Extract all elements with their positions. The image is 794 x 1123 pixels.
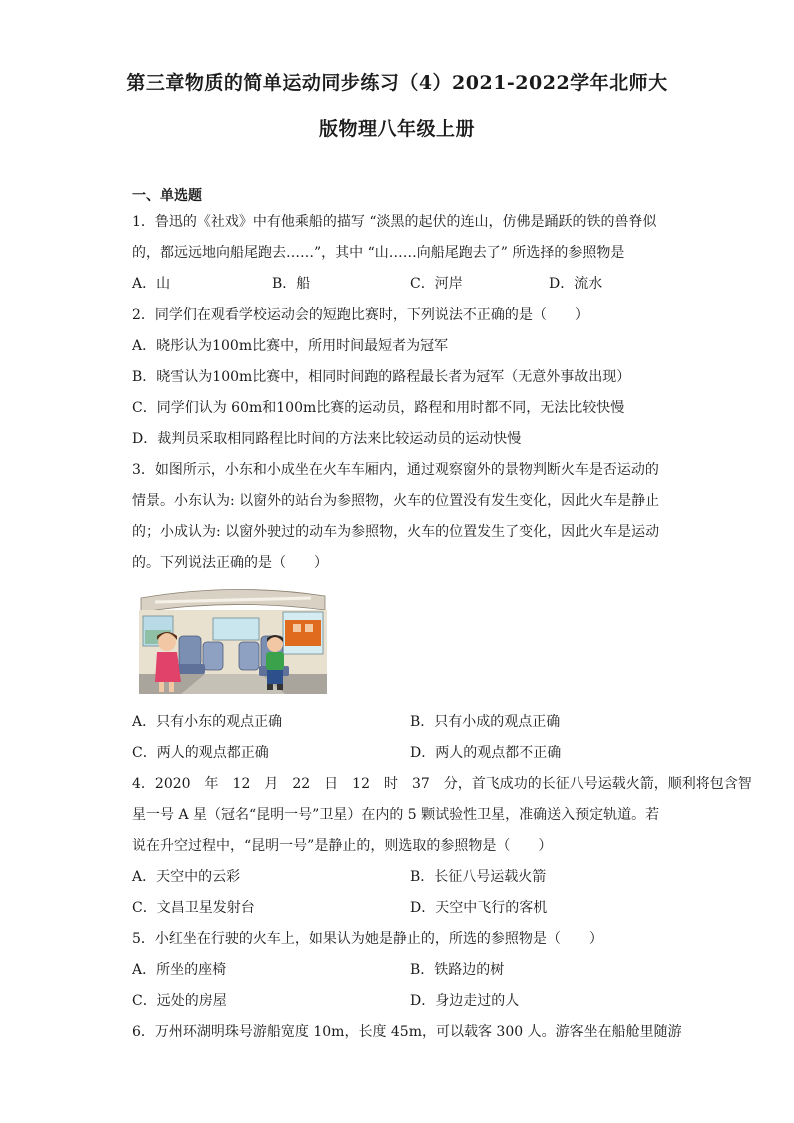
question-3-line-1: 3．如图所示，小东和小成坐在火车车厢内，通过观察窗外的景物判断火车是否运动的 <box>132 462 659 478</box>
question-1-option-d: D．流水 <box>549 276 603 292</box>
document-title-line-1: 第三章物质的简单运动同步练习（4）2021-2022学年北师大 <box>126 72 668 94</box>
question-1-line-1: 1．鲁迅的《社戏》中有他乘船的描写 “淡黑的起伏的连山，仿佛是踊跃的铁的兽脊似 <box>132 214 657 230</box>
question-2-stem: 2．同学们在观看学校运动会的短跑比赛时，下列说法不正确的是（ ） <box>132 307 589 323</box>
question-3-option-a: A．只有小东的观点正确 <box>132 714 283 730</box>
question-1-option-c: C．河岸 <box>410 276 463 292</box>
question-4-line-1: 4．2020 年 12 月 22 日 12 时 37 分，首飞成功的长征八号运载火箭，顺利将包含智 <box>132 776 752 792</box>
question-5-option-d: D．身边走过的人 <box>410 993 520 1009</box>
document-title-line-2: 版物理八年级上册 <box>318 118 475 140</box>
question-5-stem: 5．小红坐在行驶的火车上，如果认为她是静止的，所选的参照物是（ ） <box>132 931 603 947</box>
question-1-option-b: B．船 <box>272 276 311 292</box>
question-3-line-4: 的。下列说法正确的是（ ） <box>132 555 328 571</box>
question-3-line-3: 的；小成认为: 以窗外驶过的动车为参照物，火车的位置发生了变化，因此火车是运动 <box>132 524 660 540</box>
question-6-line-1: 6．万州环湖明珠号游船宽度 10m，长度 45m，可以载客 300 人。游客坐在船舱里随游 <box>132 1024 682 1040</box>
question-5-option-a: A．所坐的座椅 <box>132 962 227 978</box>
question-4-option-c: C．文昌卫星发射台 <box>132 900 255 916</box>
question-5-option-b: B．铁路边的树 <box>410 962 505 978</box>
question-3-option-b: B．只有小成的观点正确 <box>410 714 561 730</box>
question-1-option-a: A．山 <box>132 276 171 292</box>
question-4-line-3: 说在升空过程中，“昆明一号”是静止的，则选取的参照物是（ ） <box>132 838 553 854</box>
question-3-option-c: C．两人的观点都正确 <box>132 745 269 761</box>
question-4-option-d: D．天空中飞行的客机 <box>410 900 548 916</box>
question-1-line-2: 的，都远远地向船尾跑去……”，其中 “山……向船尾跑去了” 所选择的参照物是 <box>132 245 625 261</box>
question-4-option-b: B．长征八号运载火箭 <box>410 869 547 885</box>
question-3-line-2: 情景。小东认为: 以窗外的站台为参照物，火车的位置没有发生变化，因此火车是静止 <box>132 493 660 509</box>
question-4-line-2: 星一号 A 星（冠名“昆明一号”卫星）在内的 5 颗试验性卫星，准确送入预定轨道。若 <box>132 807 660 823</box>
question-3-option-d: D．两人的观点都不正确 <box>410 745 562 761</box>
question-2-option-b: B．晓雪认为100m比赛中，相同时间跑的路程最长者为冠军（无意外事故出现） <box>132 369 631 385</box>
question-5-option-c: C．远处的房屋 <box>132 993 227 1009</box>
question-2-option-d: D．裁判员采取相同路程比时间的方法来比较运动员的运动快慢 <box>132 431 522 447</box>
question-2-option-a: A．晓彤认为100m比赛中，所用时间最短者为冠军 <box>132 338 449 354</box>
question-2-option-c: C．同学们认为 60m和100m比赛的运动员，路程和用时都不同，无法比较快慢 <box>132 400 625 416</box>
train-cabin-illustration <box>135 586 331 696</box>
question-4-option-a: A．天空中的云彩 <box>132 869 241 885</box>
section-heading: 一、单选题 <box>132 188 202 204</box>
